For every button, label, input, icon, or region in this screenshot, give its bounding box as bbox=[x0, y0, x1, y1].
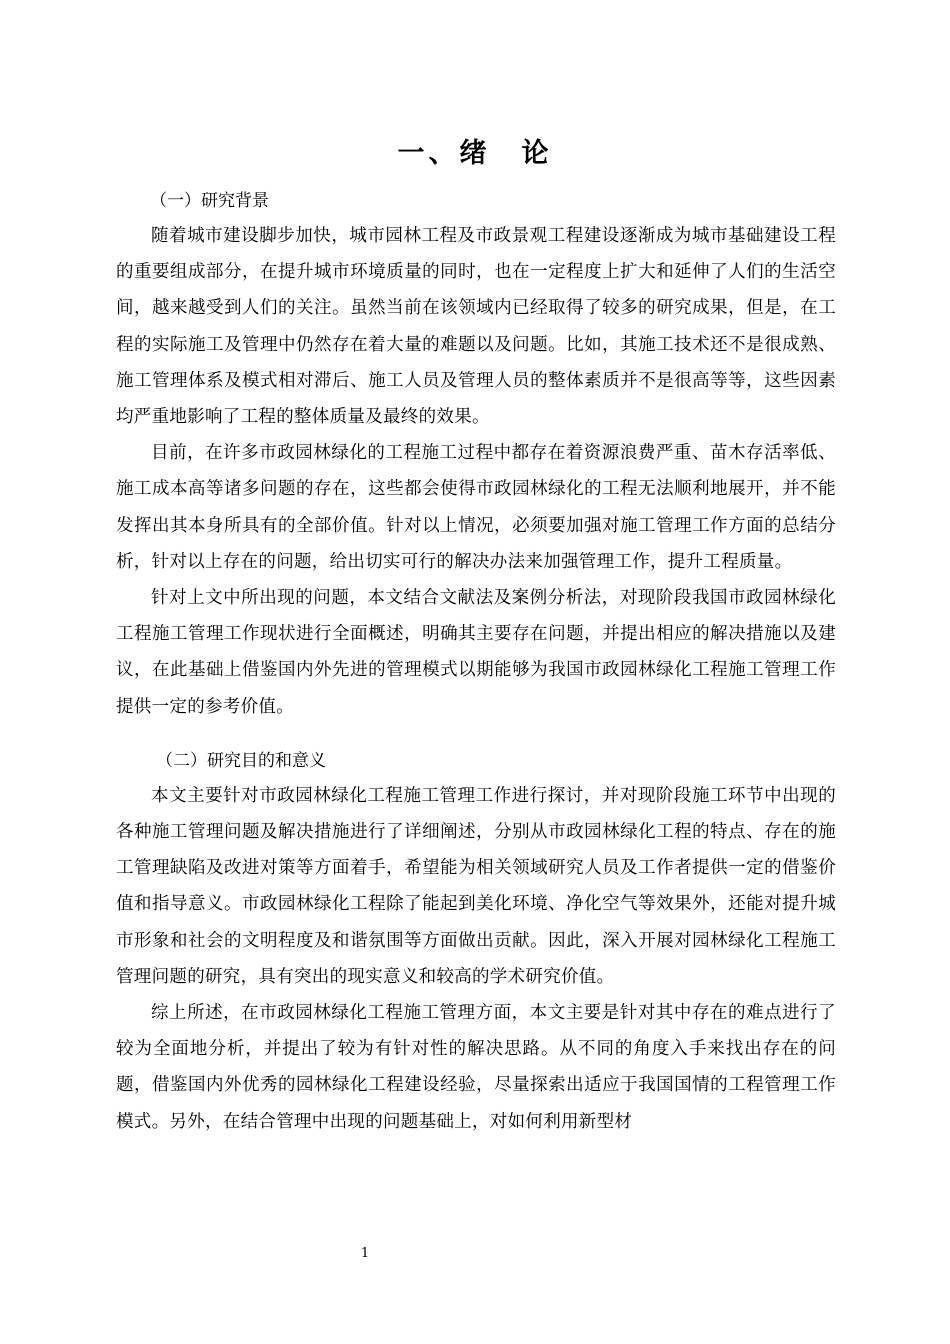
paragraph: 目前，在许多市政园林绿化的工程施工过程中都存在着资源浪费严重、苗木存活率低、施工成本高等诸多问题的存在，这些都会使得市政园林绿化的工程无法顺利地展开，并不能发挥出其本身所具有的全部价值。针对以上情况，必须要加强对施工管理工作方面的总结分析，针对以上存在的问题，给出切实可行的解决办法来加强管理工作，提升工程质量。 bbox=[116, 443, 836, 572]
paragraph: 针对上文中所出现的问题，本文结合文献法及案例分析法，对现阶段我国市政园林绿化工程施工管理工作现状进行全面概述，明确其主要存在问题，并提出相应的解决措施以及建议，在此基础上借鉴国内外先进的管理模式以期能够为我国市政园林绿化工程施工管理工作提供一定的参考价值。 bbox=[116, 588, 836, 717]
document-body bbox=[116, 184, 836, 1140]
section-heading-purpose: （二）研究目的和意义 bbox=[156, 750, 326, 771]
paragraph: 本文主要针对市政园林绿化工程施工管理工作进行探讨，并对现阶段施工环节中出现的各种施工管理问题及解决措施进行了详细阐述，分别从市政园林绿化工程的特点、存在的施工管理缺陷及改进对策等方面着手，希望能为相关领域研究人员及工作者提供一定的借鉴价值和指导意义。市政园林绿化工程除了能起到美化环境、净化空气等效果外，还能对提升城市形象和社会的文明程度及和谐氛围等方面做出贡献。因此，深入开展对园林绿化工程施工管理问题的研究，具有突出的现实意义和较高的学术研究价值。 bbox=[116, 785, 836, 987]
paragraph: 随着城市建设脚步加快，城市园林工程及市政景观工程建设逐渐成为城市基础建设工程的重要组成部分，在提升城市环境质量的同时，也在一定程度上扩大和延伸了人们的生活空间，越来越受到人们的关注。虽然当前在该领域内已经取得了较多的研究成果，但是，在工程的实际施工及管理中仍然存在着大量的难题以及问题。比如，其施工技术还不是很成熟、施工管理体系及模式相对滞后、施工人员及管理人员的整体素质并不是很高等等，这些因素均严重地影响了工程的整体质量及最终的效果。 bbox=[116, 226, 836, 428]
page-number: 1 bbox=[360, 1246, 370, 1261]
chapter-title: 一、绪 论 bbox=[397, 138, 553, 169]
paragraph: 综上所述，在市政园林绿化工程施工管理方面，本文主要是针对其中存在的难点进行了较为全面地分析，并提出了较为有针对性的解决思路。从不同的角度入手来找出存在的问题，借鉴国内外优秀的园林绿化工程建设经验，尽量探索出适应于我国国情的工程管理工作模式。另外，在结合管理中出现的问题基础上，对如何利用新型材 bbox=[116, 1003, 836, 1132]
section-heading-background: （一）研究背景 bbox=[150, 191, 269, 211]
